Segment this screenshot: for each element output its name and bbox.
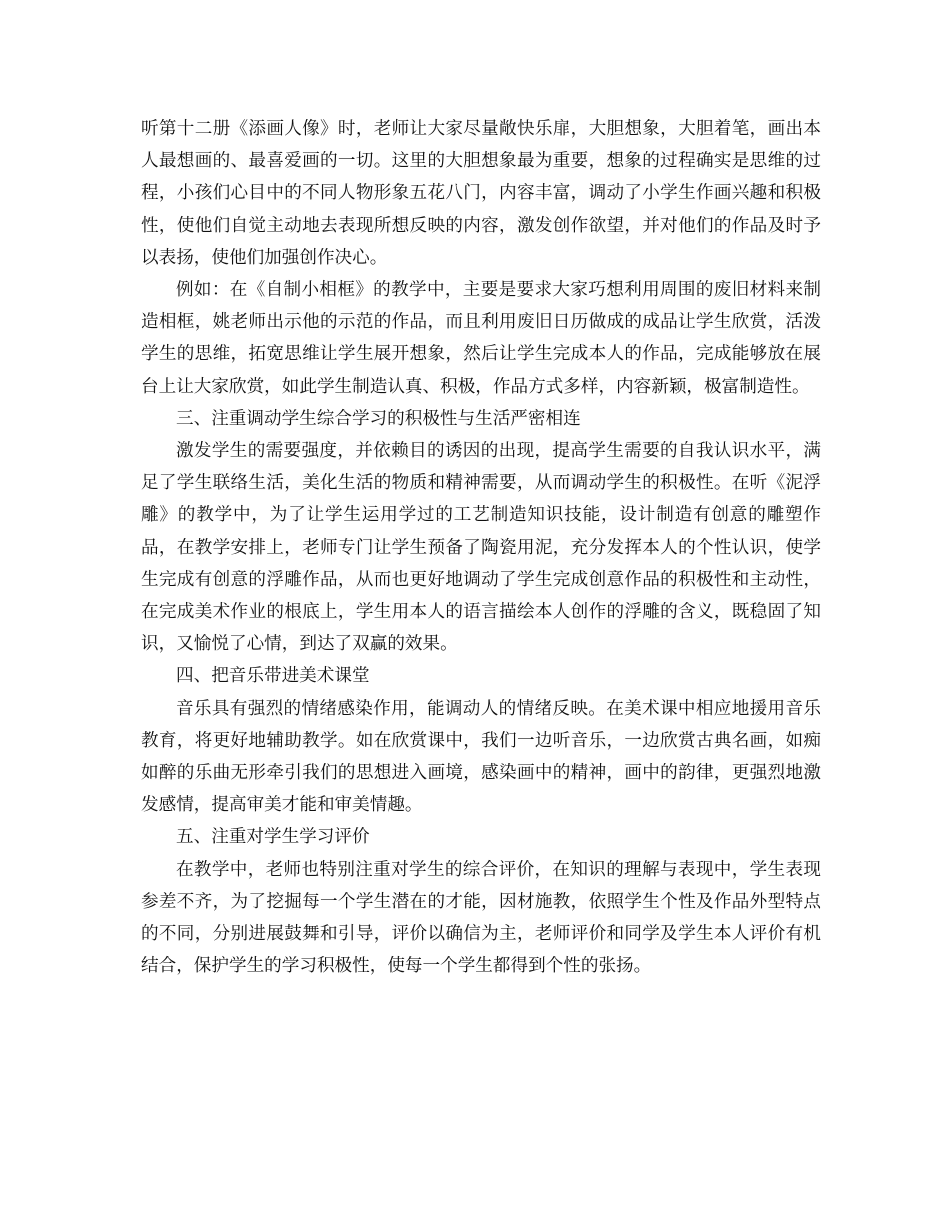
section-heading-three: 三、注重调动学生综合学习的积极性与生活严密相连 — [176, 408, 581, 429]
paragraph-relief-lesson: 激发学生的需要强度，并依赖目的诱因的出现，提高学生需要的自我认识水平，满足了学生联络生活，美化生活的物质和精神需要，从而调动学生的积极性。在听《泥浮雕》的教学中，为了让学生运用学过的工艺制造知识技能，设计制造有创意的雕塑作品，在教学安排上，老师专门让学生预备了陶瓷用泥，充分发挥本人的个性认识，使学生完成有创意的浮雕作品，从而也更好地调动了学生完成创意作品的积极性和主动性，在完成美术作业的根底上，学生用本人的语言描绘本人创作的浮雕的含义，既稳固了知识，又愉悦了心情，到达了双赢的效果。 — [141, 441, 821, 655]
section-heading-four: 四、把音乐带进美术课堂 — [176, 666, 370, 687]
section-heading-five: 五、注重对学生学习评价 — [176, 827, 370, 848]
paragraph-student-evaluation: 在教学中，老师也特别注重对学生的综合评价，在知识的理解与表现中，学生表现参差不齐，为了挖掘每一个学生潜在的才能，因材施教，依照学生个性及作品外型特点的不同，分别进展鼓舞和引导，评价以确信为主，老师评价和同学及学生本人评价有机结合，保护学生的学习积极性，使每一个学生都得到个性的张扬。 — [141, 859, 821, 977]
paragraph-music-in-art: 音乐具有强烈的情绪感染作用，能调动人的情绪反映。在美术课中相应地援用音乐教育，将更好地辅助教学。如在欣赏课中，我们一边听音乐，一边欣赏古典名画，如痴如醉的乐曲无形牵引我们的思想进入画境，感染画中的精神，画中的韵律，更强烈地激发感情，提高审美才能和审美情趣。 — [141, 698, 821, 816]
paragraph-drawing-lesson: 听第十二册《添画人像》时，老师让大家尽量敞快乐扉，大胆想象，大胆着笔，画出本人最想画的、最喜爱画的一切。这里的大胆想象最为重要，想象的过程确实是思维的过程，小孩们心目中的不同人物形象五花八门，内容丰富，调动了小学生作画兴趣和积极性，使他们自觉主动地去表现所想反映的内容，激发创作欲望，并对他们的作品及时予以表扬，使他们加强创作决心。 — [141, 119, 821, 268]
paragraph-photo-frame-example: 例如：在《自制小相框》的教学中，主要是要求大家巧想利用周围的废旧材料来制造相框，姚老师出示他的示范的作品，而且利用废旧日历做成的成品让学生欣赏，活泼学生的思维，拓宽思维让学生展开想象，然后让学生完成本人的作品，完成能够放在展台上让大家欣赏，如此学生制造认真、积极，作品方式多样，内容新颖，极富制造性。 — [141, 280, 821, 397]
document-body — [141, 113, 821, 982]
